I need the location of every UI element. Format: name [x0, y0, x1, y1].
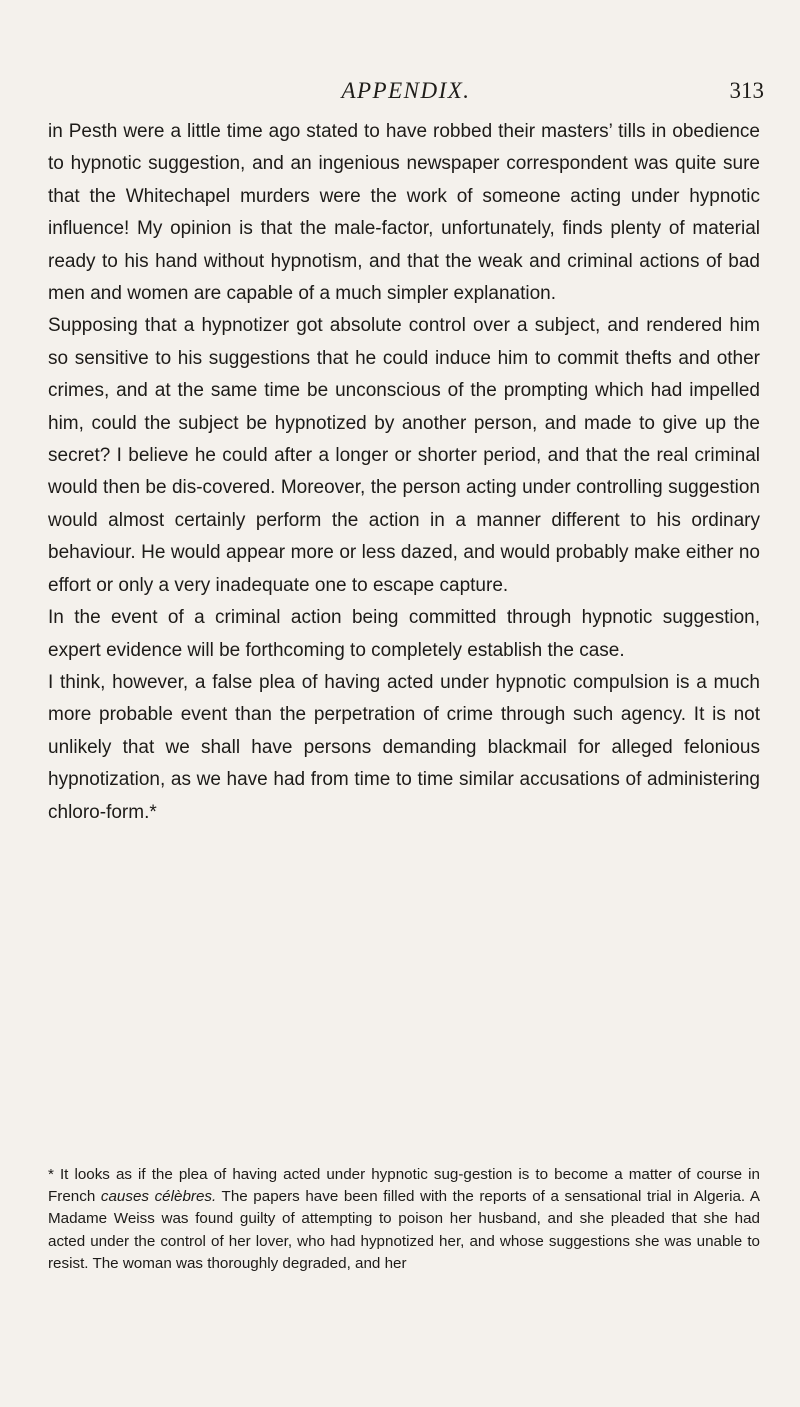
paragraph-1: in Pesth were a little time ago stated to have robbed their masters’ tills in obedience to hypnotic suggestion, and an ingenious newspaper correspondent was quite sure that the Whitechapel murders were the work of someone acting under hypnotic influence! My opinion is that the male-factor, unfortunately, finds plenty of material ready to his hand without hypnotism, and that the weak and criminal actions of bad men and women are capable of a much simpler explanation. [48, 121, 760, 305]
footnote-text-end: The papers have been filled with the reports of a sensational trial in Algeria. A Madame Weiss was found guilty of attempting to poison her husband, and she pleaded that she had acted under the control of her lover, who had hypnotized her, and whose suggestions she was unable to resist. The woman was thoroughly degraded, and her [48, 1188, 760, 1272]
paragraph-4: I think, however, a false plea of having acted under hypnotic compulsion is a much more probable event than the perpetration of crime through such agency. It is not unlikely that we shall have persons demanding blackmail for alleged felonious hypnotization, as we have had from time to time similar accusations of administering chloro-form.* [48, 671, 760, 823]
page-number: 313 [729, 78, 764, 103]
paragraph-3: In the event of a criminal action being committed through hypnotic suggestion, expert evidence will be forthcoming to completely establish the case. [48, 607, 760, 661]
paragraph-2: Supposing that a hypnotizer got absolute control over a subject, and rendered him so sensitive to his suggestions that he could induce him to commit thefts and other crimes, and at the same time be unconscious of the prompting which had impelled him, could the subject be hypnotized by another person, and made to give up the secret? I believe he could after a longer or shorter period, and that the real criminal would then be dis-covered. Moreover, the person acting under controlling suggestion would almost certainly perform the action in a manner different to his ordinary behaviour. He would appear more or less dazed, and would probably make either no effort or only a very inadequate one to escape capture. [48, 315, 760, 596]
body-text [48, 116, 760, 829]
footnote-italic-phrase: causes célèbres. [100, 1188, 217, 1206]
footnote [48, 1164, 760, 1275]
running-head-title: APPENDIX. [341, 78, 471, 103]
running-head [48, 78, 764, 118]
footnote-text-start: * It looks as if the plea of having acted under hypnotic sug-gestion is to become a matter of course in French [48, 1166, 760, 1206]
